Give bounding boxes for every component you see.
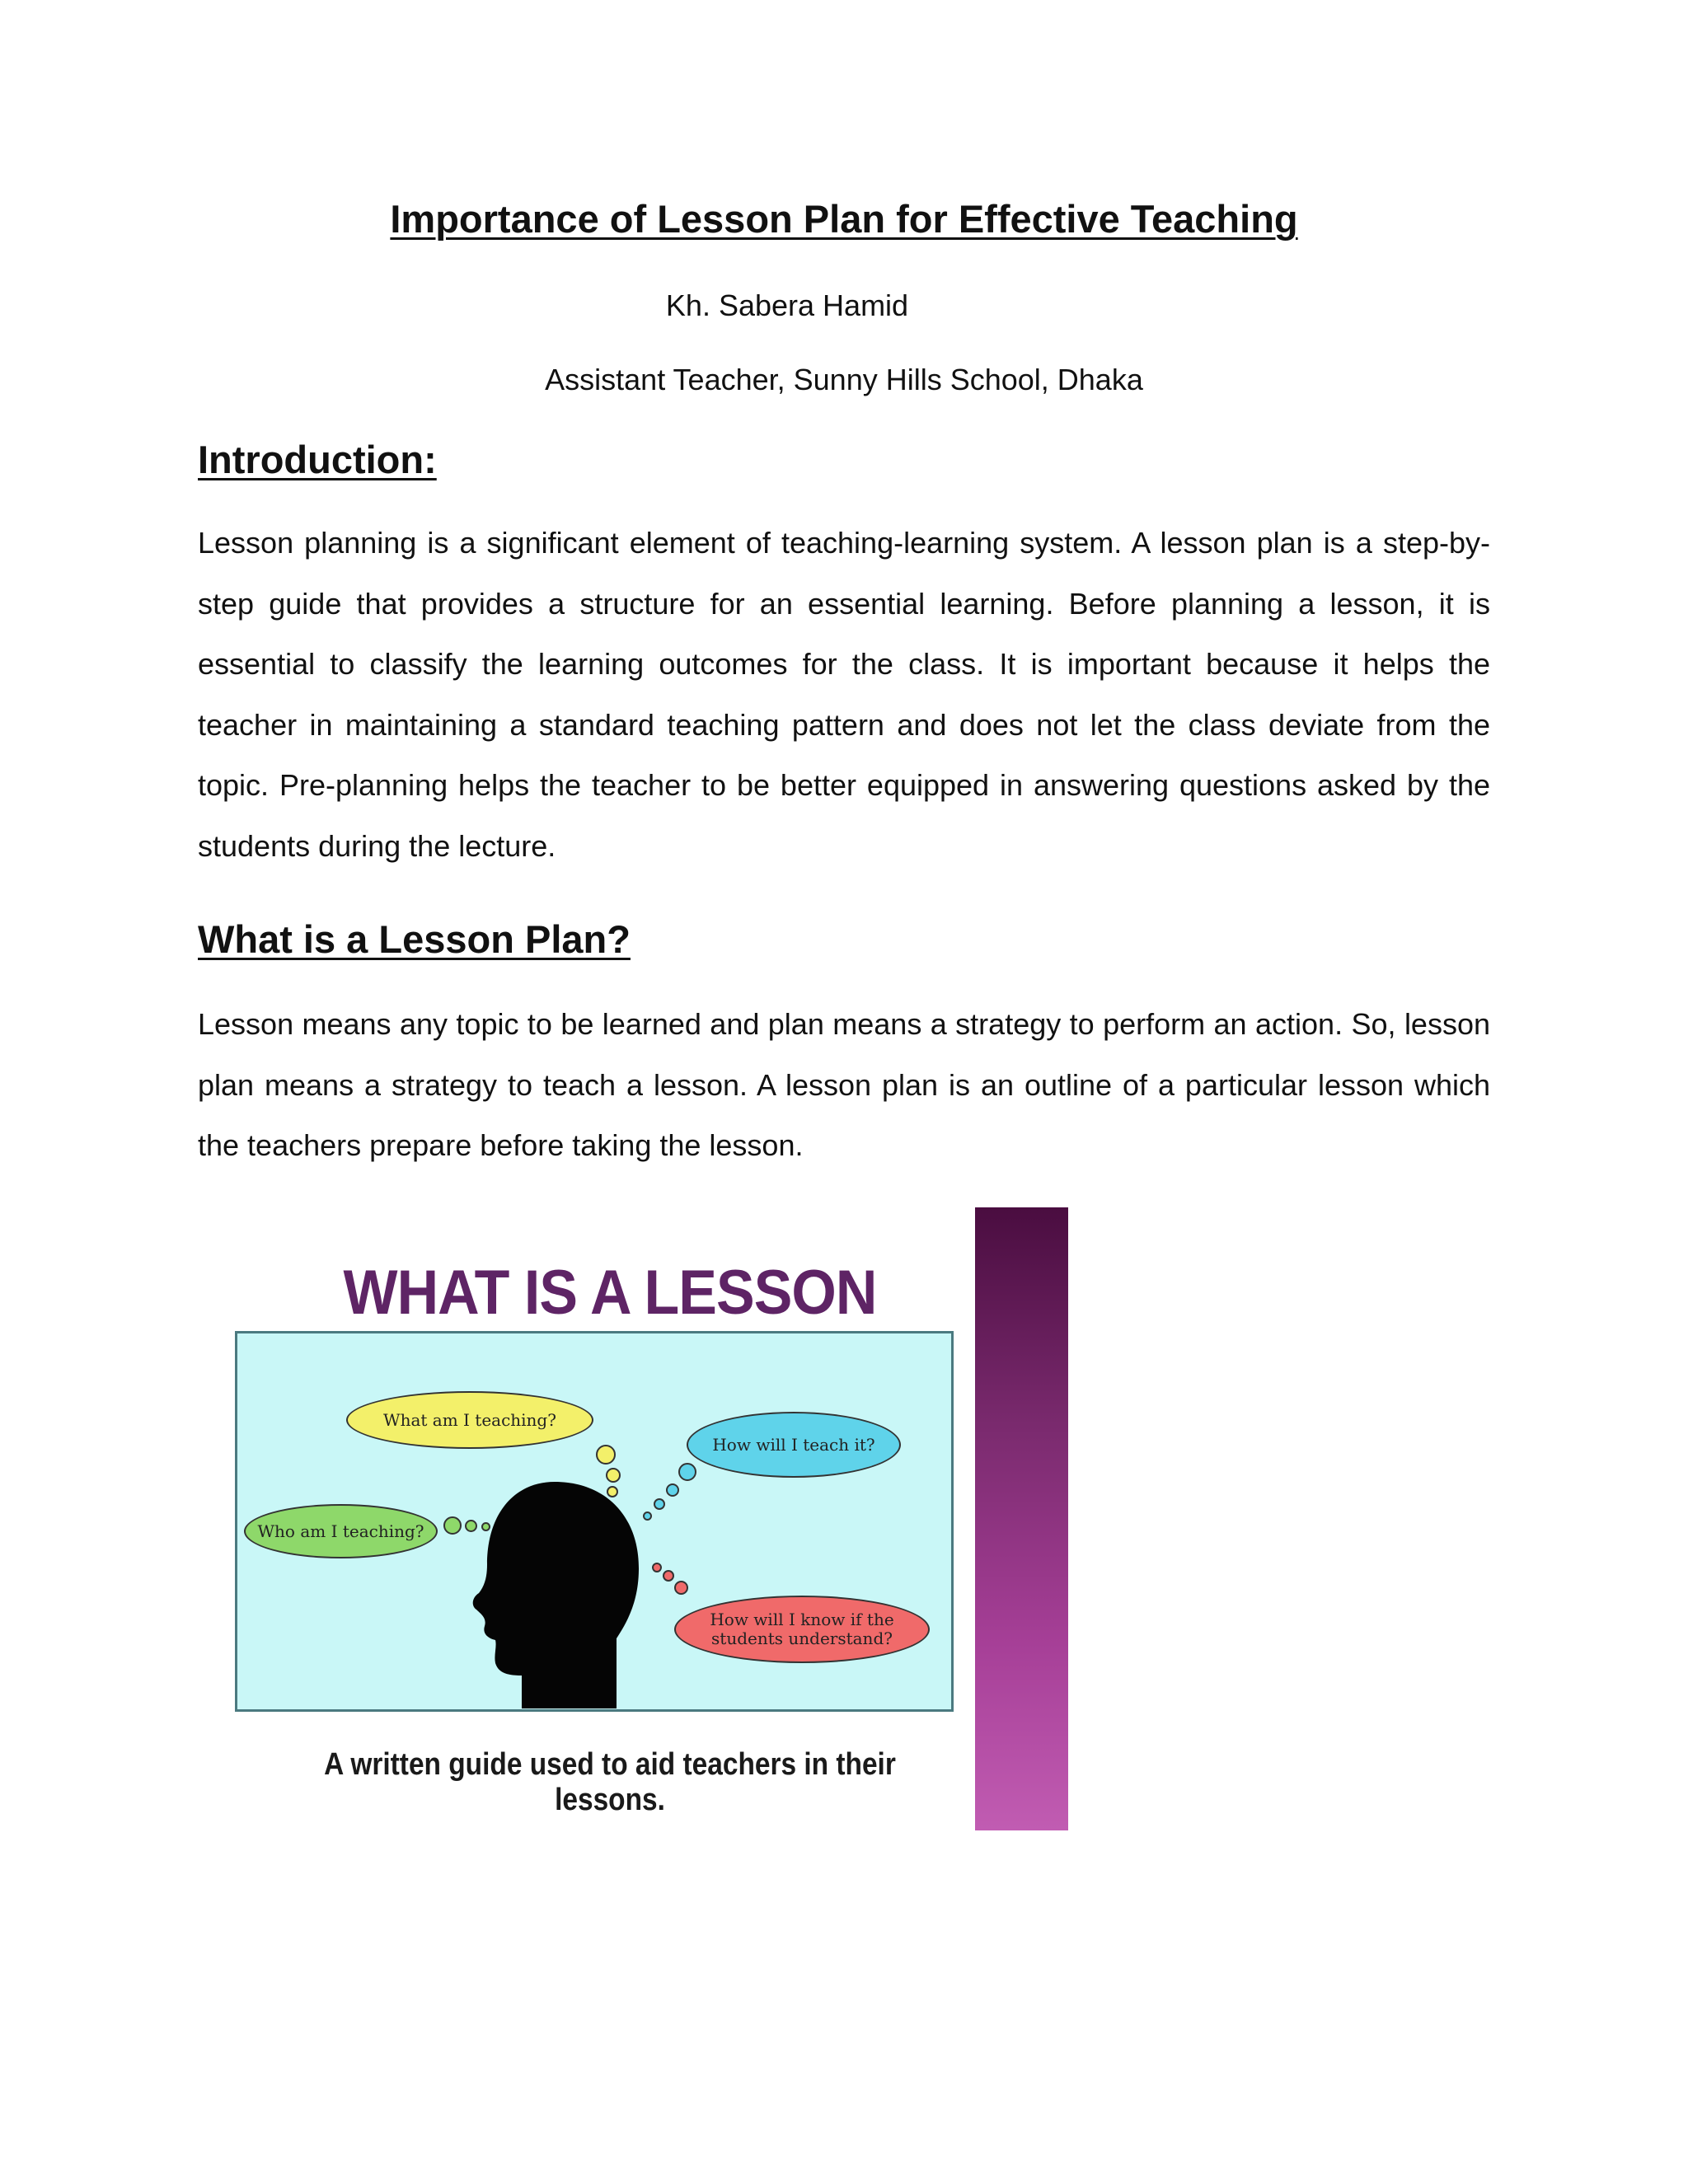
- page-title: Importance of Lesson Plan for Effective Teaching: [390, 197, 1298, 241]
- thought-dot: [465, 1520, 477, 1532]
- thought-dot: [443, 1516, 462, 1535]
- thought-dot: [663, 1570, 674, 1582]
- thought-dot: [678, 1463, 696, 1481]
- head-silhouette-icon: [464, 1478, 645, 1713]
- thought-dot: [654, 1498, 665, 1510]
- thought-bubble-who-text: Who am I teaching?: [257, 1521, 424, 1541]
- thought-dot: [596, 1445, 616, 1465]
- lesson-plan-figure: [223, 1207, 1080, 1842]
- thought-bubble-how-text: How will I teach it?: [712, 1434, 875, 1455]
- thought-dot: [481, 1522, 490, 1531]
- thought-bubble-know-text: How will I know if the students understand?: [710, 1610, 894, 1648]
- thought-bubble-who: [244, 1504, 438, 1558]
- thought-dot: [666, 1483, 679, 1497]
- thought-bubble-know: [674, 1596, 930, 1663]
- thought-bubble-how: [687, 1412, 901, 1478]
- author-name: Kh. Sabera Hamid: [665, 288, 909, 322]
- figure-caption: A written guide used to aid teachers in their lessons.: [324, 1747, 896, 1817]
- thought-bubble-what: [346, 1391, 593, 1449]
- section-heading-introduction: Introduction:: [198, 438, 437, 481]
- thought-dot: [607, 1486, 618, 1497]
- decorative-side-bar: [975, 1207, 1068, 1830]
- thought-bubble-what-text: What am I teaching?: [383, 1409, 556, 1430]
- thought-dot: [643, 1511, 652, 1521]
- lesson-plan-definition-paragraph: Lesson means any topic to be learned and plan means a strategy to perform an action. So, lesson plan means a strategy to teach a lesson. A lesson plan is an outline of a particular lesson which the teachers prepare before taking the lesson.: [198, 1007, 1490, 1162]
- introduction-paragraph: Lesson planning is a significant element of teaching-learning system. A lesson plan is a step-by-step guide that provides a structure for an essential learning. Before planning a lesson, it is essential to classify the learning outcomes for the class. It is important because it helps the teacher in maintaining a standard teaching pattern and does not let the class deviate from the topic. Pre-planning helps the teacher to be better equipped in answering questions asked by the students during the lecture.: [198, 526, 1490, 863]
- thought-dot: [652, 1563, 662, 1572]
- thought-dot: [606, 1468, 621, 1483]
- figure-title: WHAT IS A LESSON: [343, 1258, 877, 1328]
- section-heading-what-is-lesson-plan: What is a Lesson Plan?: [198, 917, 631, 961]
- thought-dot: [674, 1581, 688, 1595]
- figure-panel: [235, 1331, 954, 1712]
- author-affiliation: Assistant Teacher, Sunny Hills School, Dhaka: [545, 363, 1143, 396]
